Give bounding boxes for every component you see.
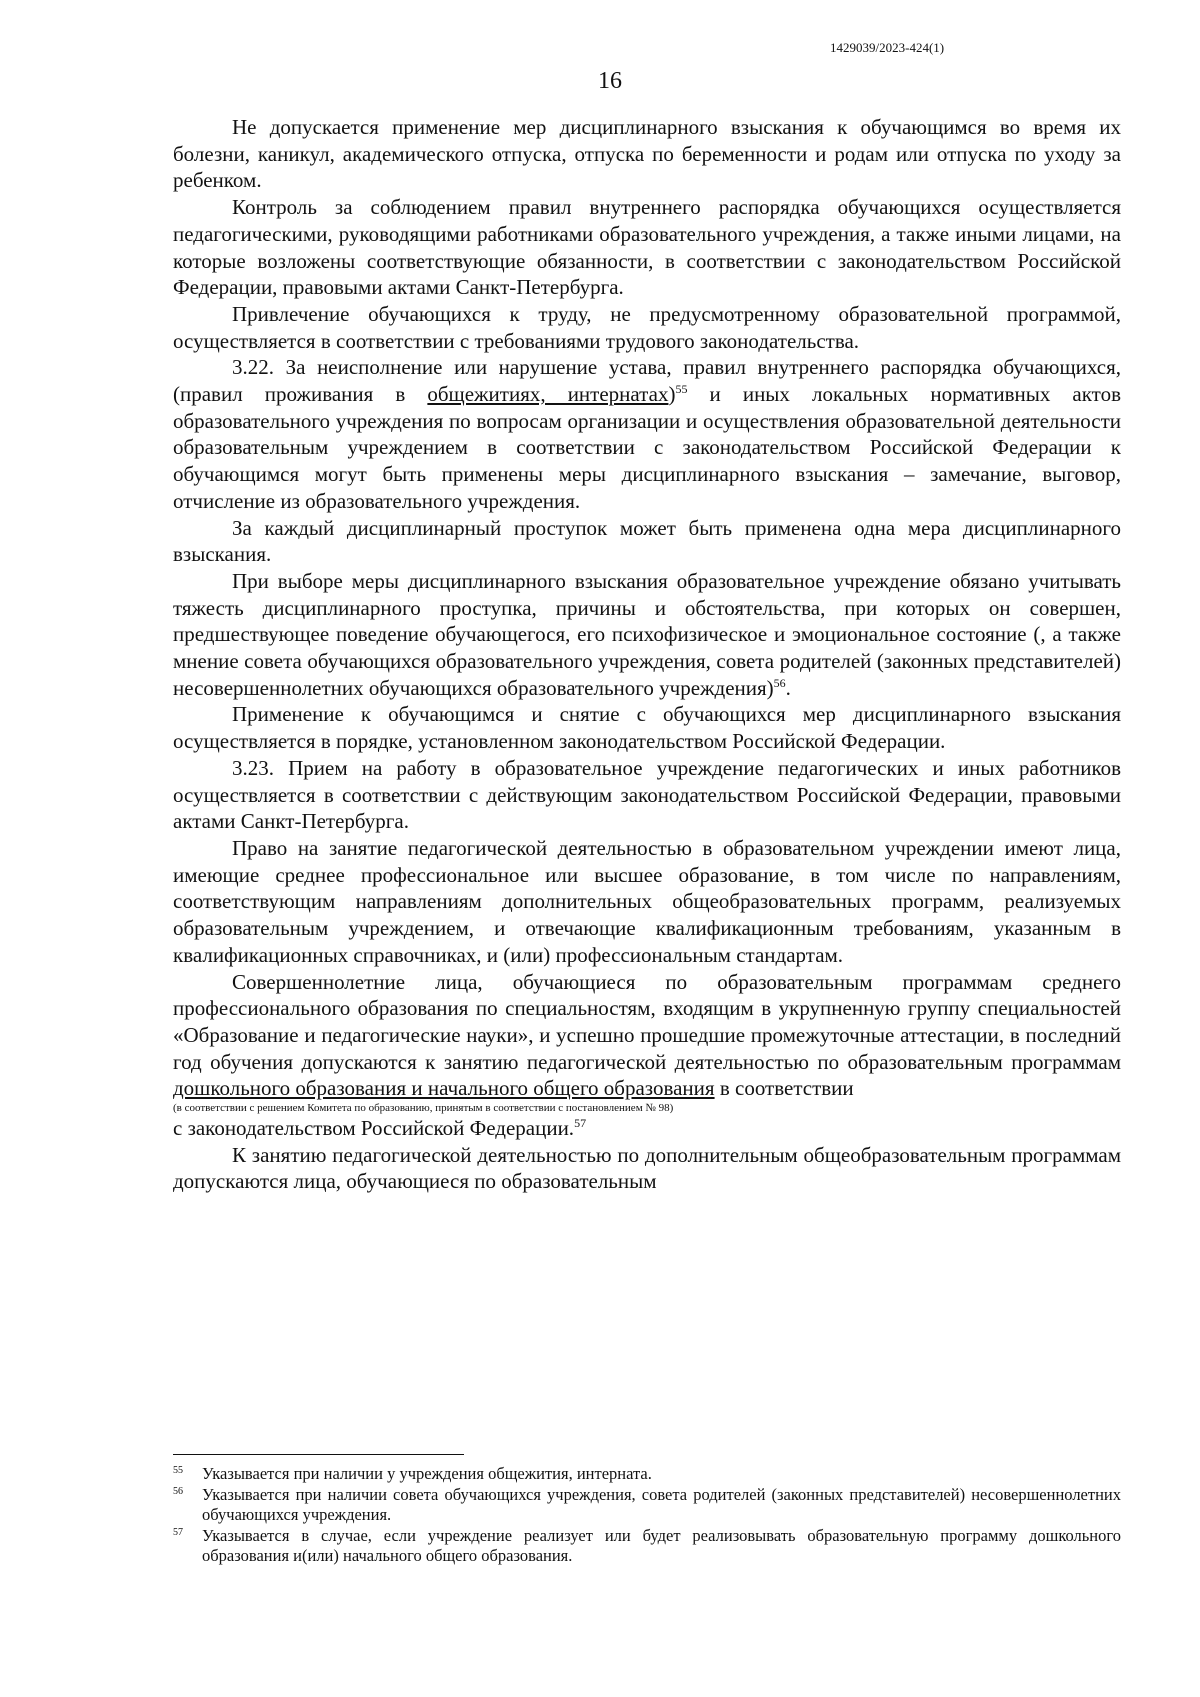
paragraph-text: При выборе меры дисциплинарного взыскания образовательное учреждение обязано учитывать тяжесть дисциплинарного проступка, причины и обстоятельства, при которых он совершен, предшествующее поведение обучающегося, его психофизическое и эмоциональное состояние (, а также мнение совета обучающихся образовательного учреждения, совета родителей (законных представителей) несовершеннолетних обучающихся образовательного учреждения) [173, 568, 1121, 700]
paragraph-text: 3.22. За неисполнение или нарушение устава, правил внутреннего распорядка обучающихся, (правил проживания в [173, 355, 1121, 407]
paragraph-3-23: 3.23. Прием на работу в образовательное учреждение педагогических и иных работников осуществляется в соответствии с действующим законодательством Российской Федерации, правовыми актами Санкт-Петербурга. [173, 755, 1121, 834]
paragraph: Контроль за соблюдением правил внутреннего распорядка обучающихся осуществляется педагогическими, руководящими работниками образовательного учреждения, а также иными лицами, на которые возложены соответствующие обязанности, в соответствии с законодательством Российской Федерации, правовыми актами Санкт-Петербурга. [173, 195, 1121, 300]
footnote-text: Указывается при наличии совета обучающихся учреждения, совета родителей (законных представителей) несовершеннолетних обучающихся учреждения. [202, 1484, 1121, 1524]
paragraph: Применение к обучающимся и снятие с обучающихся мер дисциплинарного взыскания осуществляется в порядке, установленном законодательством Российской Федерации. [173, 702, 1121, 754]
inline-note [173, 1102, 1121, 1115]
paragraph [173, 1115, 1121, 1142]
footnote-ref: 55 [675, 382, 688, 397]
footnote-divider [173, 1454, 464, 1455]
footnote-ref: 57 [574, 1116, 587, 1131]
paragraph-text: в соответствии [714, 1076, 854, 1101]
footnote-text: Указывается в случае, если учреждение реализует или будет реализовывать образовательную программу дошкольного образования и(или) начального общего образования. [202, 1525, 1121, 1565]
footnote [173, 1464, 1121, 1485]
footnote-number: 56 [173, 1485, 183, 1497]
paragraph [173, 969, 1121, 1103]
paragraph-text: с законодательством Российской Федерации. [173, 1116, 575, 1141]
footnote [173, 1526, 1121, 1567]
footnote-number: 55 [173, 1465, 183, 1476]
paragraph: Право на занятие педагогической деятельностью в образовательном учреждении имеют лица, имеющие среднее профессиональное или высшее образование, в том числе по направлениям, соответствующим направлениям дополнительных общеобразовательных программ, реализуемых образовательным учреждением, и отвечающие квалификационным требованиям, указанным в квалификационных справочниках, и (или) профессиональным стандартам. [173, 835, 1121, 967]
footnotes [173, 1464, 1121, 1567]
paragraph-text: Совершеннолетние лица, обучающиеся по образовательным программам среднего профессионального образования по специальностям, входящим в укрупненную группу специальностей «Образование и педагогические науки», и успешно прошедшие промежуточные аттестации, в последний год обучения допускаются к занятию педагогической деятельностью по образовательным программам [173, 969, 1121, 1074]
paragraph: Не допускается применение мер дисциплинарного взыскания к обучающимся во время их болезни, каникул, академического отпуска, отпуска по беременности и родам или отпуска по уходу за ребенком. [173, 115, 1121, 193]
paragraph-text: . [785, 675, 791, 700]
footnote-ref: 56 [773, 675, 786, 690]
paragraph: Привлечение обучающихся к труду, не предусмотренному образовательной программой, осуществляется в соответствии с требованиями трудового законодательства. [173, 301, 1121, 353]
paragraph [173, 568, 1121, 702]
footnote-text: Указывается при наличии у учреждения общежития, интерната. [202, 1464, 652, 1483]
document-body [173, 114, 1121, 1195]
inline-note-text: (в соответствии с решением Комитета по образованию, принятым в соответствии с постановлением № 98) [173, 1102, 674, 1115]
underlined-text: общежитиях, интернатах [427, 382, 669, 407]
page-number: 16 [598, 68, 622, 94]
paragraph-3-22 [173, 354, 1121, 514]
paragraph-text: ) [668, 382, 676, 407]
footnote [173, 1485, 1121, 1526]
paragraph: За каждый дисциплинарный проступок может быть применена одна мера дисциплинарного взыскания. [173, 515, 1121, 567]
footnote-number: 57 [173, 1526, 183, 1538]
document-number: 1429039/2023-424(1) [830, 40, 945, 55]
paragraph: К занятию педагогической деятельностью по дополнительным общеобразовательным программам допускаются лица, обучающиеся по образовательным [173, 1142, 1121, 1194]
underlined-text: дошкольного образования и начального общего образования [173, 1076, 715, 1101]
paragraph-text: и иных локальных нормативных актов образовательного учреждения по вопросам организации и осуществления образовательной деятельности образовательным учреждением в соответствии с законодательством Российской Федерации к обучающимся могут быть применены меры дисциплинарного взыскания – замечание, выговор, отчисление из образовательного учреждения. [173, 382, 1121, 513]
